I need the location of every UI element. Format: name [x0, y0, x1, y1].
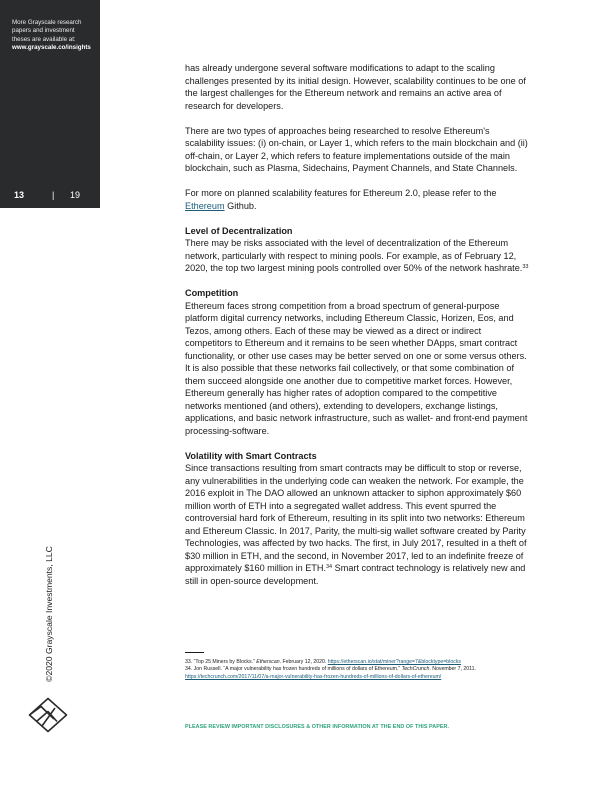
- sidebar-panel: [0, 0, 100, 208]
- paragraph: [185, 187, 530, 212]
- insights-link[interactable]: www.grayscale.co/insights: [12, 44, 91, 52]
- copyright-text: ©2020 Grayscale Investments, LLC: [44, 546, 54, 682]
- footnotes: [185, 659, 530, 681]
- page-indicator: [0, 190, 100, 204]
- paragraph-text: Smart contract technology is relatively new and still in open-source development.: [185, 563, 526, 586]
- section-heading-decentralization: Level of Decentralization: [185, 225, 293, 236]
- paragraph: Ethereum faces strong competition from a broad spectrum of general-purpose platform digital currency networks, including Ethereum Classic, Horizen, Eos, and Tezos, among others. Each of these may be viewed as a direct or indirect competitors to Ethereum and it remains to be seen whether DApps, smart contract functionality, or other use cases may be better served on one or some versus others. It is also possible that these networks fail collectively, or that some combination of them succeed alongside one another due to competitive market forces. However, Ethereum generally has higher rates of adoption compared to the competitive networks mentioned (and others), extending to developers, exchange listings, applications, and basic network infrastructure, such as wallet- and front-end payment processing-software.: [185, 300, 528, 436]
- paragraph-text: Github.: [224, 200, 257, 211]
- section-heading-competition: Competition: [185, 288, 239, 298]
- ethereum-github-link[interactable]: Ethereum: [185, 200, 225, 211]
- section-heading-volatility: Volatility with Smart Contracts: [185, 450, 317, 461]
- paragraph-text: There may be risks associated with the level of decentralization of the Ethereum network, particularly with respect to mining pools. For example, as of February 12, 2020, the top two largest mining pools controlled over 50% of the network hashrate.: [185, 238, 523, 273]
- footnote-text: Jon Russell. “A major vulnerability has frozen hundreds of millions of dollars of Ethereum.”: [193, 666, 402, 673]
- footnote-source: Etherscan: [256, 659, 280, 665]
- footnote-source: TechCrunch: [401, 666, 430, 673]
- research-note-line: More Grayscale research: [12, 19, 82, 26]
- footnote-divider: [185, 652, 204, 653]
- footnote-number: 33.: [185, 659, 193, 665]
- footnote-34: [185, 666, 530, 681]
- footnote-text: “Top 25 Miners by Blocks.”: [193, 659, 255, 665]
- research-note-line: papers and investment: [12, 27, 75, 35]
- research-note-line: theses are available at:: [12, 35, 76, 43]
- paragraph-text: For more on planned scalability features for Ethereum 2.0, please refer to the: [185, 188, 497, 198]
- footnote-number: 34.: [185, 666, 193, 673]
- paragraph: has already undergone several software modifications to adapt to the scaling challenges presented by its initial design. However, scalability continues to be one of the largest challenges for the Ethereum network and remains an active area of research for developers.: [185, 63, 526, 111]
- disclosure-notice: PLEASE REVIEW IMPORTANT DISCLOSURES & OTHER INFORMATION AT THE END OF THIS PAPER.: [185, 724, 450, 730]
- footnote-ref-33[interactable]: 33: [522, 264, 529, 270]
- main-body-text: [185, 62, 530, 600]
- footnote-url-link[interactable]: https://techcrunch.com/2017/11/07/a-major-vulnerability-has-frozen-hundreds-of-millions-of-dollars-of-ethereum/: [185, 673, 442, 680]
- footnote-33: [185, 659, 530, 666]
- total-pages: 19: [70, 190, 81, 200]
- paragraph: [185, 237, 530, 275]
- paragraph: [185, 462, 530, 587]
- footnote-url-link[interactable]: https://etherscan.io/stat/miner?range=7&blocktype=blocks: [327, 659, 462, 665]
- footnote-ref-34[interactable]: 34: [326, 564, 333, 570]
- footnote-date: . November 7, 2011.: [429, 666, 476, 673]
- paragraph: There are two types of approaches being researched to resolve Ethereum's scalability issues: (i) on-chain, or Layer 1, which refers to the main blockchain and (ii) off-chain, or Layer 2, which refers to feature implementations outside of the main blockchain, such as Plasma, Sidechains, Payment Channels, and State Channels.: [185, 125, 528, 173]
- grayscale-logo-icon: [28, 697, 68, 733]
- research-note: [12, 19, 96, 53]
- footnote-date: . February 12, 2020.: [279, 659, 328, 665]
- page-separator: |: [52, 190, 55, 200]
- current-page-number: 13: [14, 190, 25, 200]
- paragraph-text: Since transactions resulting from smart contracts may be difficult to stop or reverse, any vulnerabilities in the underlying code can weaken the network. For example, the 2016 exploit in The DAO allowed an unknown attacker to siphon approximately $60 million worth of ETH into a segregated wallet address. This event spurred the controversial hard fork of Ethereum, resulting in its split into two networks: Ethereum and Ethereum Classic. In 2017, Parity, the multi-sig wallet software created by Parity Technologies, was affected by two hacks. The first, in July 2017, resulted in a theft of $30 million in ETH, and the second, in November 2017, led to an indefinite freeze of approximately $160 million in ETH.: [185, 463, 527, 573]
